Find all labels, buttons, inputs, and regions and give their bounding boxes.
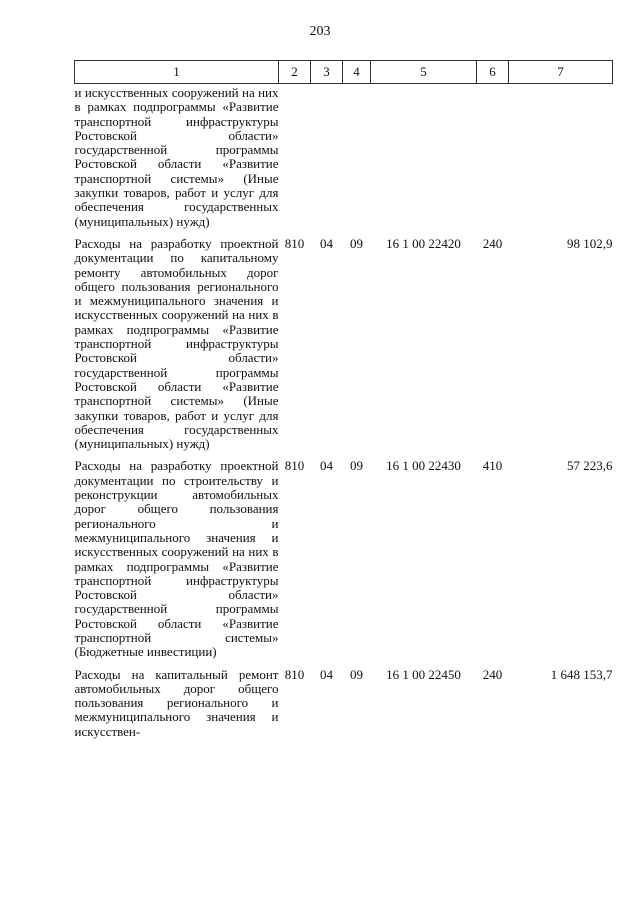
amount: 1 648 153,7 [550,666,613,682]
table-row [75,229,613,451]
column-header: 6 [477,61,509,84]
amount: 57 223,6 [567,458,613,474]
target-article-code [371,84,477,229]
subsection-code: 09 [350,666,363,682]
ministry-code: 810 [284,235,305,251]
column-header: 2 [279,61,311,84]
budget-table [74,60,613,739]
ministry-code: 810 [284,666,305,682]
target-article-code: 16 1 00 22430 [386,458,461,474]
table-row [75,451,613,659]
section-code [311,84,343,229]
table-row [75,84,613,229]
expense-type-code: 240 [482,235,503,251]
expense-description: Расходы на капитальный ремонт автомобильных дорог общего пользования регионального и межмуниципального значения и искусствен- [74,666,279,739]
column-header: 4 [343,61,371,84]
ministry-code: 810 [284,458,305,474]
expense-type-code [477,84,509,229]
column-header: 1 [75,61,279,84]
section-code: 04 [320,666,333,682]
expense-type-code: 240 [482,666,503,682]
column-header: 5 [371,61,477,84]
table-row [75,660,613,739]
expense-type-code: 410 [482,458,503,474]
target-article-code: 16 1 00 22420 [386,235,461,251]
expense-description: и искусственных сооружений на них в рамках подпрограммы «Развитие транспортной инфраструктуры Ростовской области» государственной программы Ростовской области «Развитие транспортной системы» (Иные закупки товаров, работ и услуг для обеспечения государственных (муниципальных) нужд) [74,85,279,229]
column-header: 3 [311,61,343,84]
ministry-code [279,84,311,229]
section-code: 04 [320,458,333,474]
page-number: 203 [309,24,331,39]
section-code: 04 [320,235,333,251]
table-header-row [75,61,613,84]
subsection-code: 09 [350,235,363,251]
column-header: 7 [509,61,613,84]
target-article-code: 16 1 00 22450 [386,666,461,682]
expense-description: Расходы на разработку проектной документации по капитальному ремонту автомобильных дорог общего пользования регионального и межмуниципального значения и искусственных сооружений на них в рамках подпрограммы «Развитие транспортной инфраструктуры Ростовской области» государственной программы Ростовской области «Развитие транспортной системы» (Иные закупки товаров, работ и услуг для обеспечения государственных (муниципальных) нужд) [74,235,279,452]
subsection-code: 09 [350,458,363,474]
amount [509,84,613,229]
subsection-code [343,84,371,229]
amount: 98 102,9 [567,235,613,251]
expense-description: Расходы на разработку проектной документации по строительству и реконструкции автомобильных дорог общего пользования регионального и межмуниципального значения и искусственных сооружений на них в рамках подпрограммы «Развитие транспортной инфраструктуры Ростовской области» государственной программы Ростовской области «Развитие транспортной системы» (Бюджетные инвестиции) [74,458,279,660]
